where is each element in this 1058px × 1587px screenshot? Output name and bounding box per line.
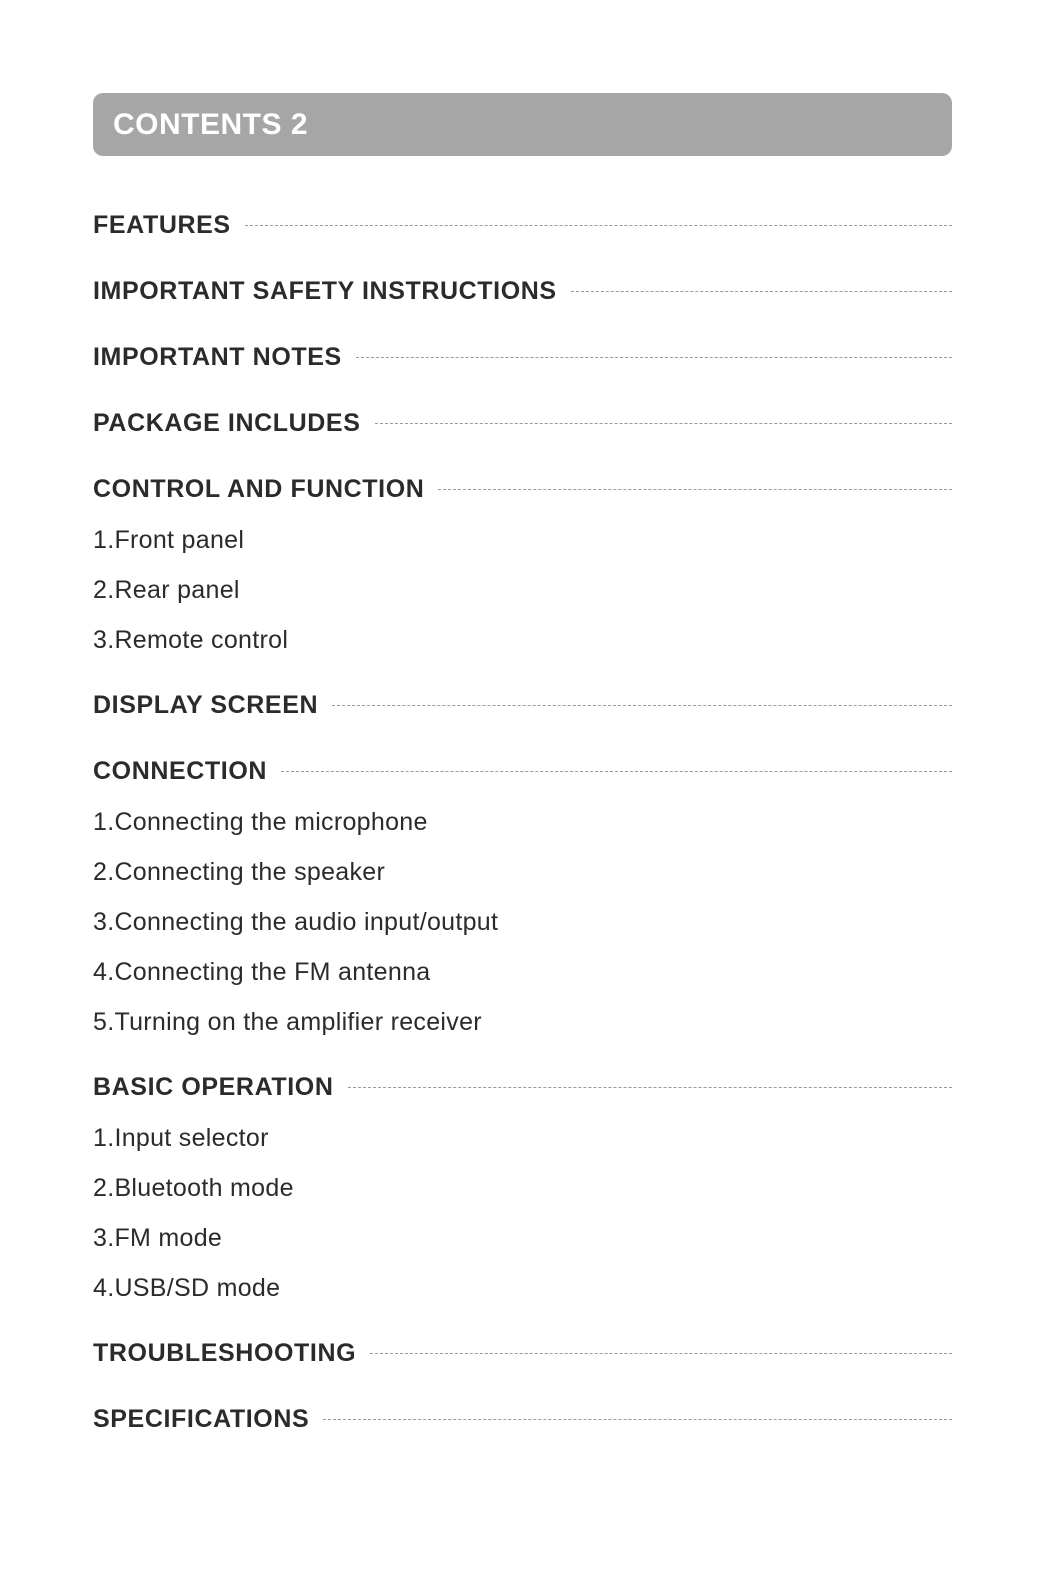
toc-entry-control[interactable] [93,471,952,507]
toc-subitem-power-on[interactable]: 5.Turning on the amplifier receiver [93,1007,482,1036]
toc-subitem-rear-panel[interactable]: 2.Rear panel [93,575,240,604]
dotted-leader [356,357,952,358]
toc-entry-notes[interactable] [93,339,952,375]
toc-subitem-front-panel[interactable]: 1.Front panel [93,525,245,554]
toc-heading: FEATURES [93,210,231,239]
toc-subitem-fm-antenna[interactable]: 4.Connecting the FM antenna [93,957,431,986]
toc-heading: CONTROL AND FUNCTION [93,474,425,503]
toc-entry-specifications[interactable] [93,1401,952,1437]
toc-entry-basic-operation[interactable] [93,1069,952,1105]
dotted-leader [245,225,952,226]
toc-subitem-input-selector[interactable]: 1.Input selector [93,1123,269,1152]
toc-entry-troubleshooting[interactable] [93,1335,952,1371]
toc-heading: CONNECTION [93,756,268,785]
toc-subitem-bluetooth-mode[interactable]: 2.Bluetooth mode [93,1173,294,1202]
dotted-leader [375,423,953,424]
toc-heading: IMPORTANT NOTES [93,342,342,371]
toc-entry-display[interactable] [93,687,952,723]
toc-entry-connection[interactable] [93,753,952,789]
dotted-leader [323,1419,952,1420]
toc-entry-safety[interactable] [93,273,952,309]
toc-heading: SPECIFICATIONS [93,1404,310,1433]
page-title: CONTENTS 2 [113,107,309,141]
toc-subitem-usb-sd-mode[interactable]: 4.USB/SD mode [93,1273,281,1302]
toc-subitem-microphone[interactable]: 1.Connecting the microphone [93,807,428,836]
toc-heading: IMPORTANT SAFETY INSTRUCTIONS [93,276,557,305]
toc-subitem-audio-io[interactable]: 3.Connecting the audio input/output [93,907,499,936]
dotted-leader [571,291,952,292]
toc-subitem-remote-control[interactable]: 3.Remote control [93,625,289,654]
dotted-leader [332,705,952,706]
toc-heading: BASIC OPERATION [93,1072,334,1101]
dotted-leader [438,489,952,490]
toc-subitem-speaker[interactable]: 2.Connecting the speaker [93,857,386,886]
toc-heading: PACKAGE INCLUDES [93,408,361,437]
toc-entry-package[interactable] [93,405,952,441]
dotted-leader [348,1087,953,1088]
toc-heading: DISPLAY SCREEN [93,690,319,719]
toc-subitem-fm-mode[interactable]: 3.FM mode [93,1223,223,1252]
dotted-leader [370,1353,952,1354]
contents-header [93,93,952,156]
toc-heading: TROUBLESHOOTING [93,1338,357,1367]
dotted-leader [281,771,952,772]
toc-entry-features[interactable] [93,207,952,243]
